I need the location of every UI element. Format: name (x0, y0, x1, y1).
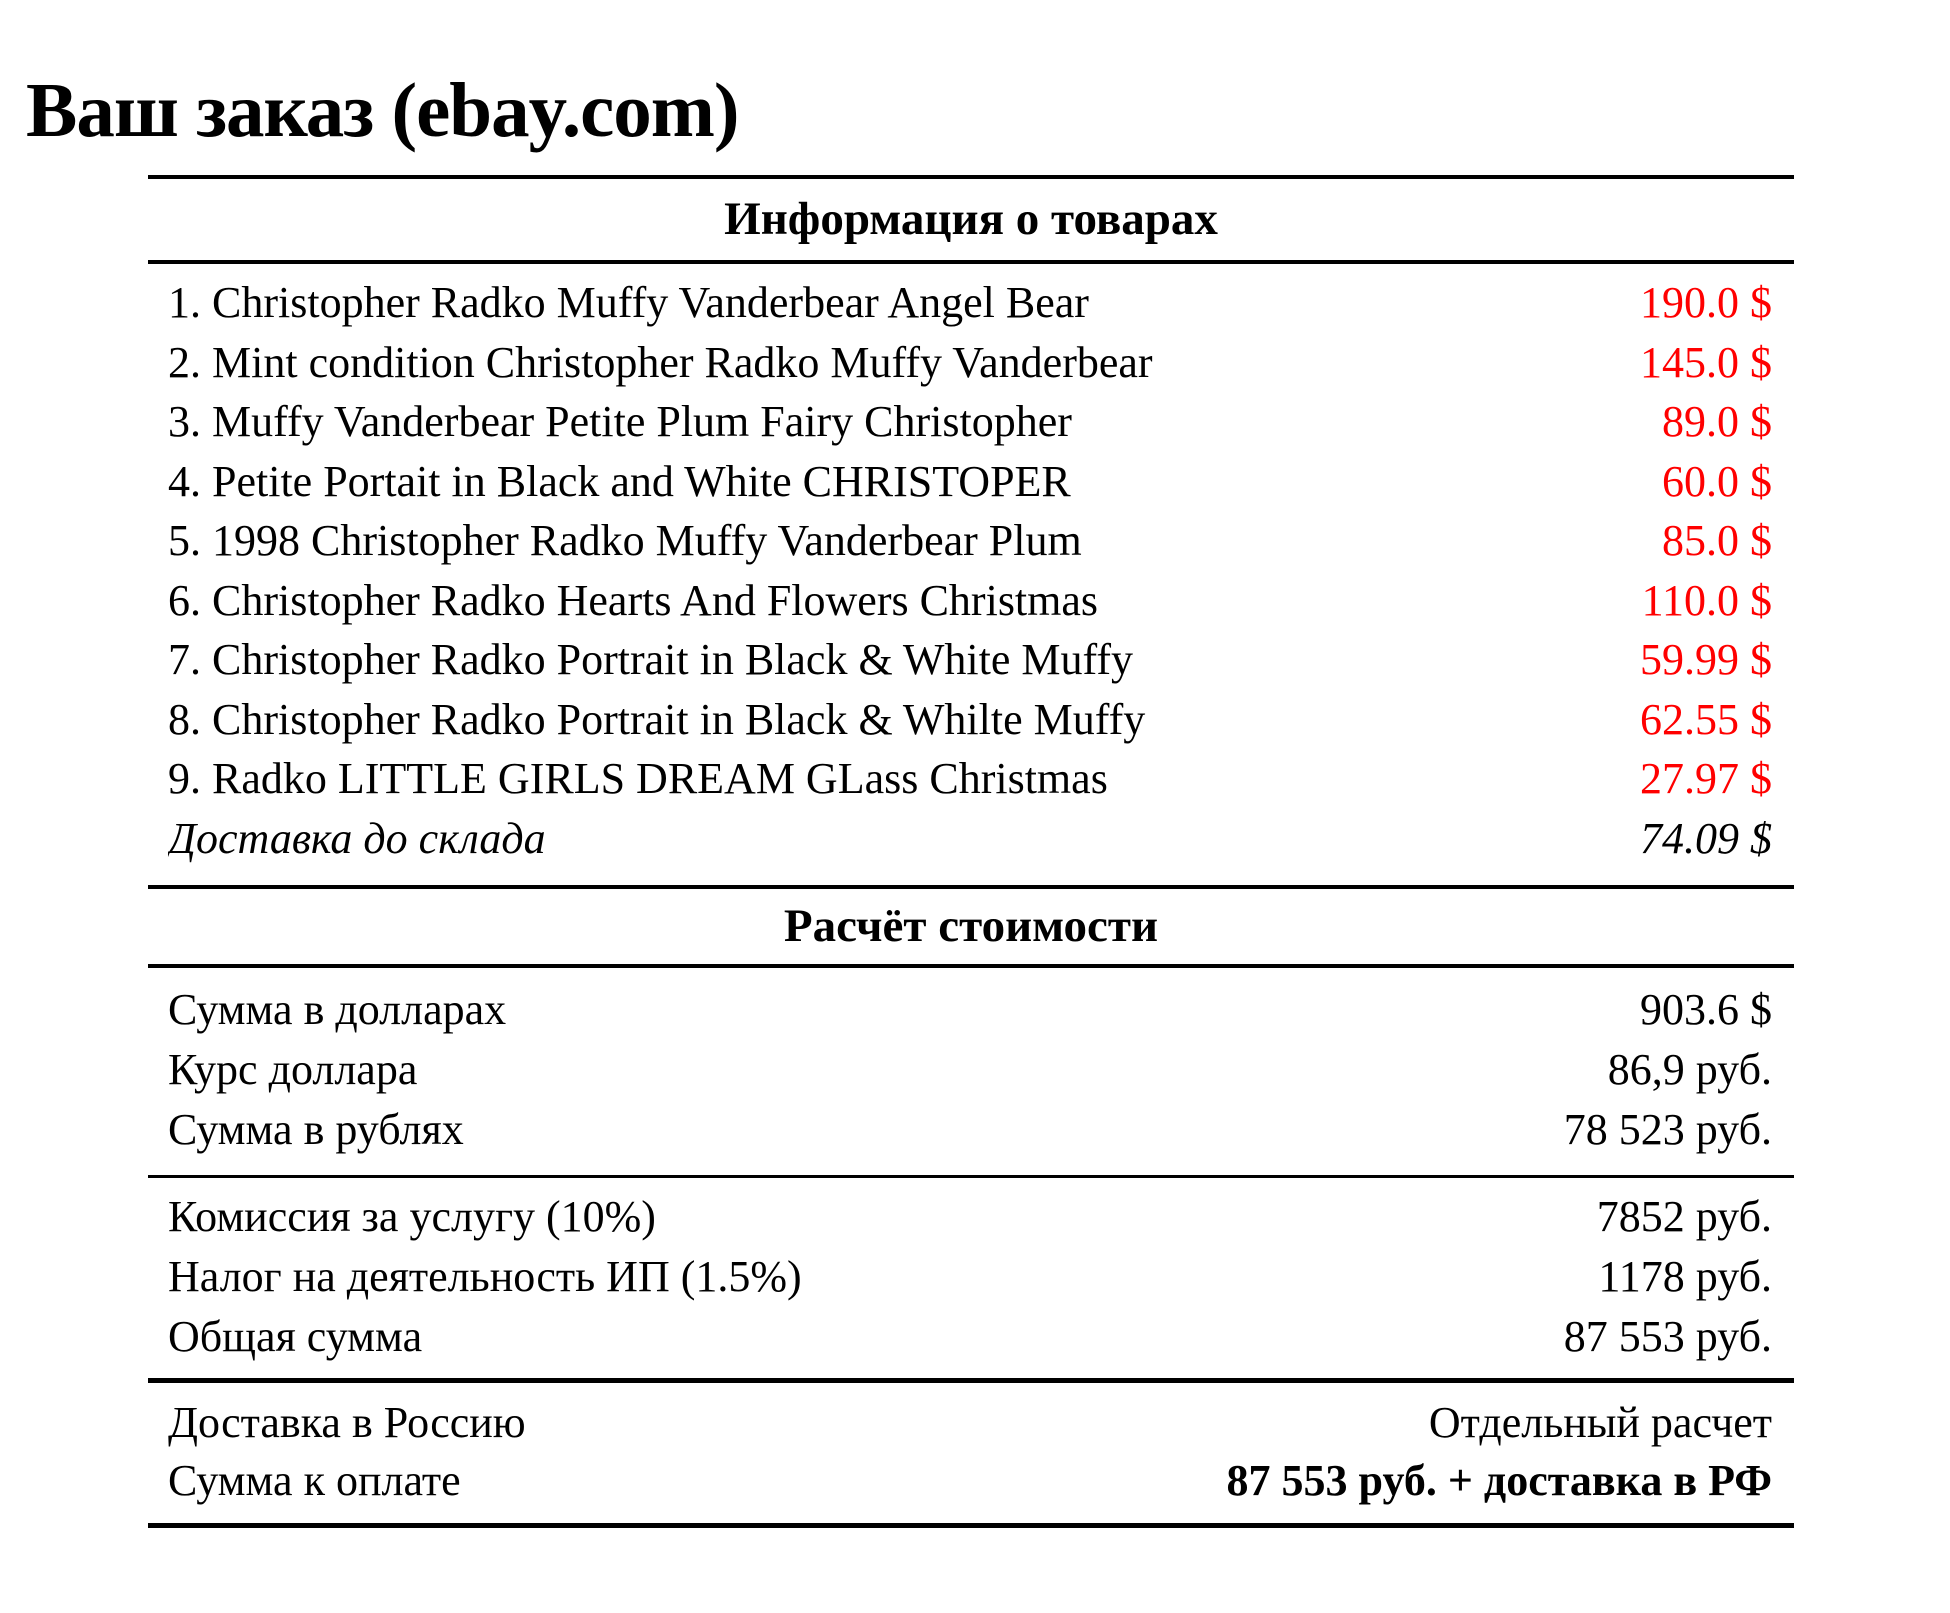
item-label: 3. Muffy Vanderbear Petite Plum Fairy Christopher (168, 397, 1072, 446)
item-row (148, 392, 1794, 452)
item-row (148, 630, 1794, 690)
calc-value: Отдельный расчет (1428, 1398, 1772, 1447)
calc-value: 87 553 руб. (1563, 1312, 1772, 1361)
calc-row (148, 1247, 1794, 1307)
calc-label: Курс доллара (168, 1045, 418, 1094)
calc-value: 87 553 руб. + доставка в РФ (1226, 1456, 1772, 1505)
calc-label: Доставка в Россию (168, 1398, 526, 1447)
item-price: 145.0 $ (1640, 337, 1772, 387)
calc-row (148, 1452, 1794, 1510)
calc-value: 903.6 $ (1640, 985, 1772, 1034)
item-label: Доставка до склада (168, 813, 546, 863)
item-label: 4. Petite Portait in Black and White CHRISTOPER (168, 456, 1071, 506)
calc-group-fees (148, 1178, 1794, 1378)
item-label: 5. 1998 Christopher Radko Muffy Vanderbear Plum (168, 516, 1082, 565)
calc-group-payment (148, 1383, 1794, 1523)
calc-row (148, 980, 1794, 1040)
item-row (148, 571, 1794, 631)
item-label: 9. Radko LITTLE GIRLS DREAM GLass Christmas (168, 754, 1108, 803)
calc-row (148, 1307, 1794, 1367)
calc-row (148, 1187, 1794, 1247)
item-row (148, 333, 1794, 393)
item-row (148, 690, 1794, 750)
items-rows (148, 264, 1794, 885)
item-price: 27.97 $ (1640, 754, 1772, 803)
page-title: Ваш заказ (ebay.com) (26, 66, 739, 153)
calc-label: Общая сумма (168, 1312, 423, 1361)
item-row (148, 749, 1794, 809)
calc-value: 78 523 руб. (1563, 1105, 1772, 1154)
calc-value: 1178 руб. (1598, 1252, 1772, 1301)
item-row (148, 511, 1794, 571)
item-price: 74.09 $ (1640, 813, 1772, 863)
calc-value: 86,9 руб. (1607, 1045, 1772, 1094)
calc-row (148, 1100, 1794, 1160)
item-price: 59.99 $ (1640, 635, 1772, 684)
item-row (148, 809, 1794, 869)
calc-row (148, 1394, 1794, 1452)
divider-bottom (148, 1523, 1794, 1528)
item-label: 7. Christopher Radko Portrait in Black & White Muffy (168, 635, 1134, 684)
item-price: 190.0 $ (1640, 278, 1772, 327)
calc-section-header: Расчёт стоимости (783, 900, 1159, 952)
calc-label: Комиссия за услугу (10%) (168, 1192, 656, 1241)
item-price: 89.0 $ (1662, 397, 1772, 446)
item-price: 60.0 $ (1662, 456, 1772, 506)
items-section-header: Информация о товарах (724, 193, 1218, 245)
item-price: 62.55 $ (1640, 694, 1772, 744)
item-row (148, 273, 1794, 333)
calc-group-totals (148, 968, 1794, 1175)
item-row (148, 452, 1794, 512)
calc-label: Налог на деятельность ИП (1.5%) (168, 1252, 802, 1301)
item-label: 8. Christopher Radko Portrait in Black & Whilte Muffy (168, 694, 1146, 744)
item-label: 2. Mint condition Christopher Radko Muffy Vanderbear (168, 337, 1153, 387)
calc-label: Сумма в рублях (168, 1105, 464, 1154)
calc-value: 7852 руб. (1596, 1192, 1772, 1241)
order-summary-table (148, 175, 1794, 1528)
item-label: 6. Christopher Radko Hearts And Flowers Christmas (168, 575, 1099, 625)
item-price: 110.0 $ (1641, 575, 1772, 625)
item-price: 85.0 $ (1662, 516, 1772, 565)
calc-label: Сумма к оплате (168, 1456, 461, 1505)
calc-label: Сумма в долларах (168, 985, 507, 1034)
calc-row (148, 1040, 1794, 1100)
item-label: 1. Christopher Radko Muffy Vanderbear Angel Bear (168, 278, 1089, 327)
